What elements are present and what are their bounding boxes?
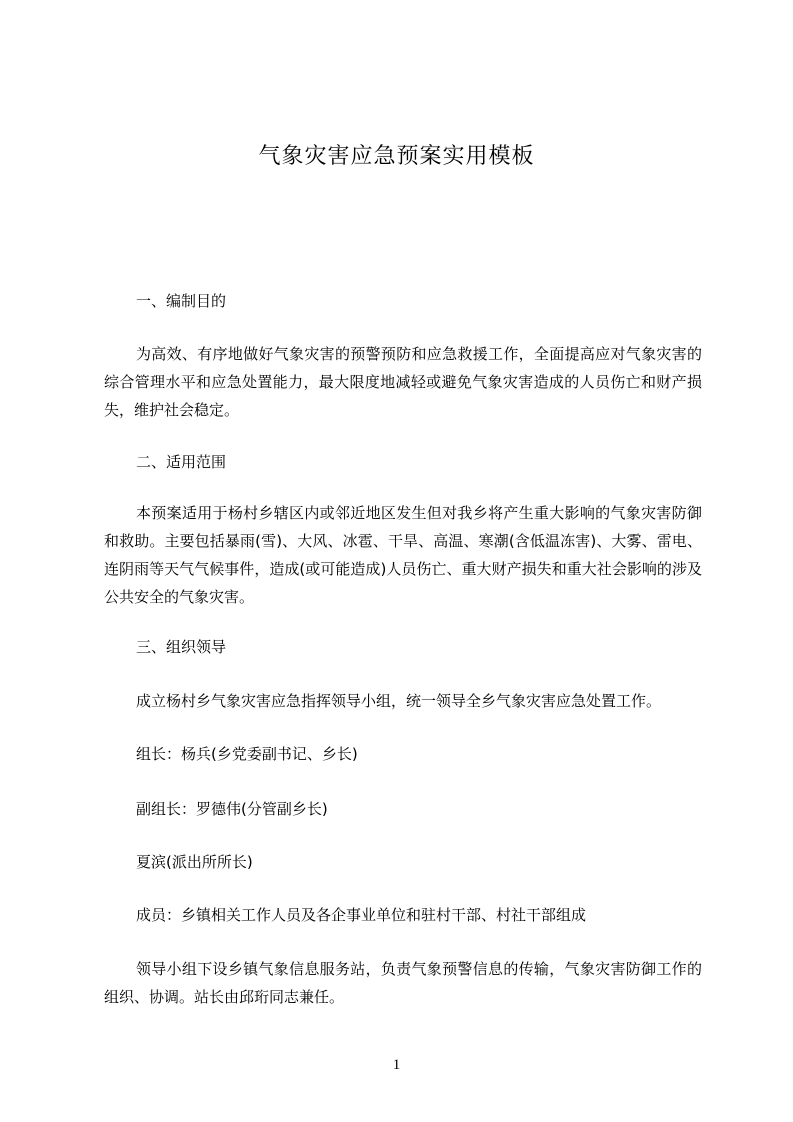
section-paragraph-purpose: 为高效、有序地做好气象灾害的预警预防和应急救援工作，全面提高应对气象灾害的综合管理水平和应急处置能力，最大限度地减轻或避免气象灾害造成的人员伤亡和财产损失，维护社会稳定。 [104, 345, 702, 419]
organization-line-leader: 组长：杨兵(乡党委副书记、乡长) [136, 745, 358, 763]
page-title: 气象灾害应急预案实用模板 [258, 144, 535, 169]
section-paragraph-scope: 本预案适用于杨村乡辖区内或邻近地区发生但对我乡将产生重大影响的气象灾害防御和救助。主要包括暴雨(雪)、大风、冰雹、干旱、高温、寒潮(含低温冻害)、大雾、雷电、连阴雨等天气气候事件，造成(或可能造成)人员伤亡、重大财产损失和重大社会影响的涉及公共安全的气象灾害。 [104, 504, 702, 606]
organization-line-members: 成员：乡镇相关工作人员及各企事业单位和驻村干部、村社干部组成 [136, 906, 587, 924]
organization-line-group: 成立杨村乡气象灾害应急指挥领导小组，统一领导全乡气象灾害应急处置工作。 [136, 692, 662, 710]
page-number: 1 [392, 1057, 401, 1073]
section-heading-organization: 三、组织领导 [136, 638, 227, 656]
organization-line-deputy-leader-2: 夏滨(派出所所长) [136, 853, 253, 871]
section-heading-purpose: 一、编制目的 [136, 292, 227, 310]
organization-paragraph-service-station: 领导小组下设乡镇气象信息服务站，负责气象预警信息的传输，气象灾害防御工作的组织、协调。站长由邱珩同志兼任。 [104, 960, 702, 1006]
section-heading-scope: 二、适用范围 [136, 453, 227, 471]
organization-line-deputy-leader: 副组长：罗德伟(分管副乡长) [136, 800, 328, 818]
